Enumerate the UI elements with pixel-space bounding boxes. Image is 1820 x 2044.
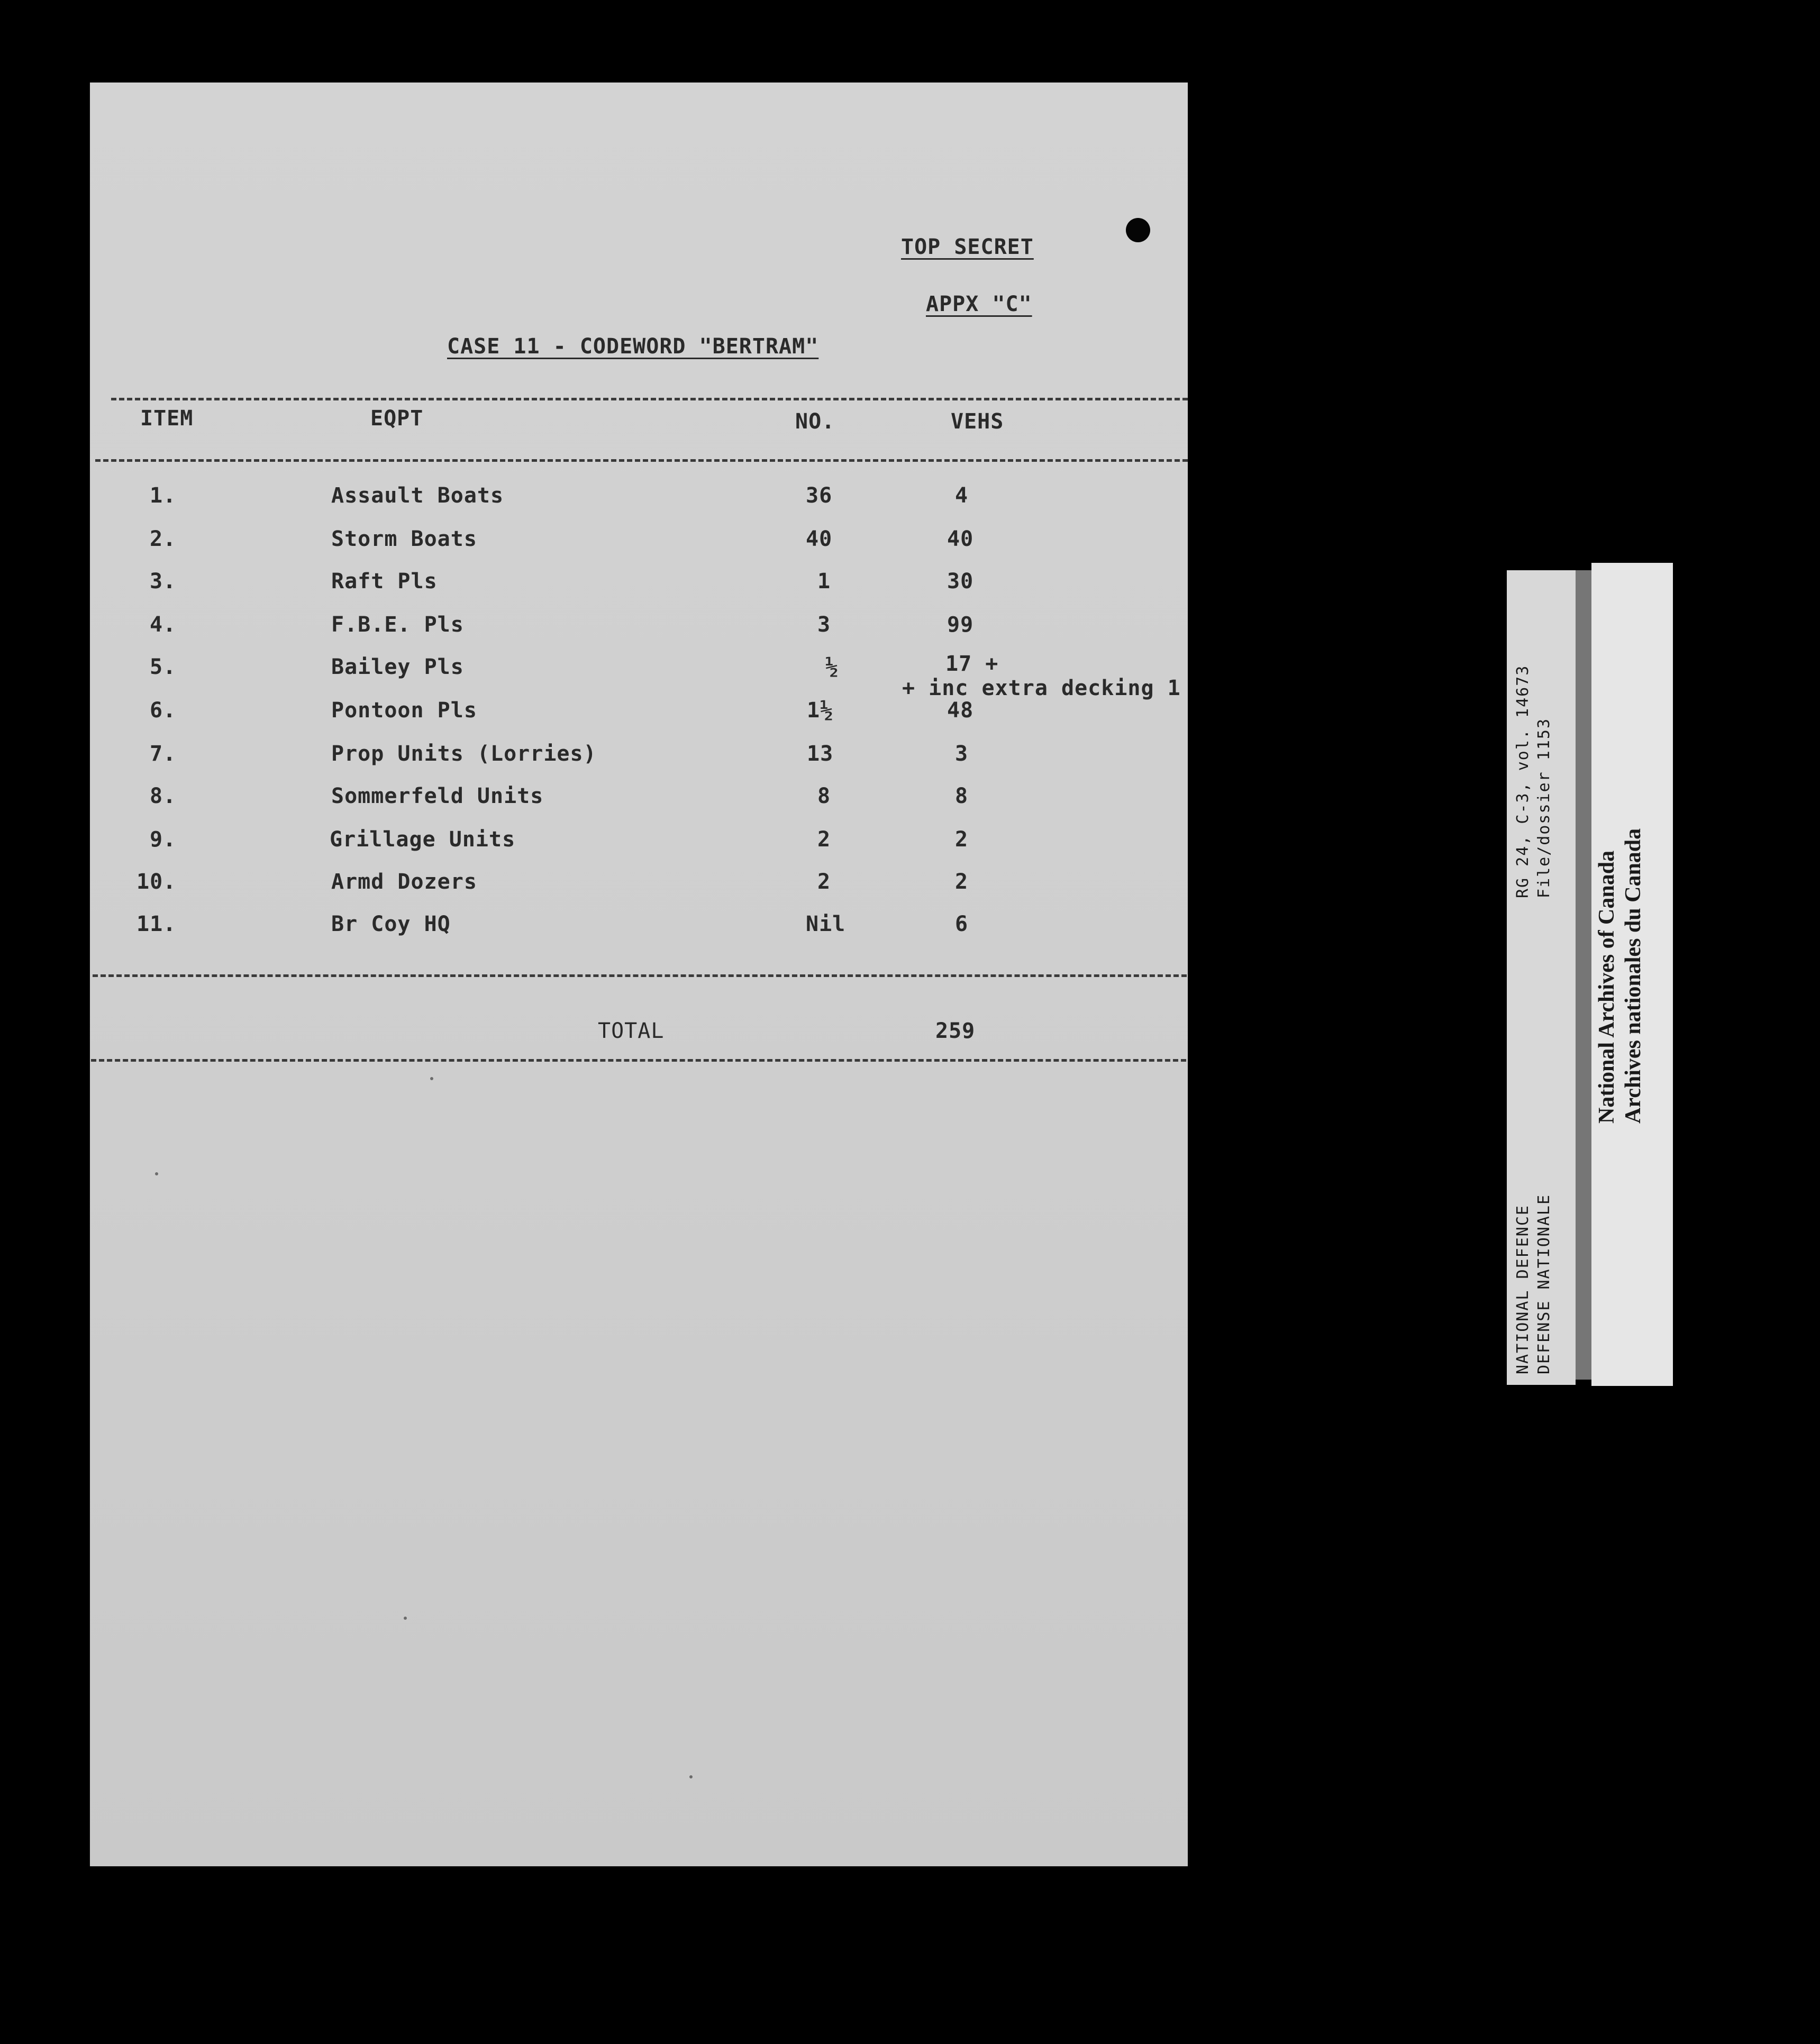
table-top-rule	[111, 398, 1188, 400]
row-vehs: 3	[955, 742, 969, 766]
row-no: 8	[817, 784, 831, 808]
archive-name-strip	[1591, 563, 1673, 1386]
row-vehs: 2	[955, 827, 969, 852]
row-eqpt: Pontoon Pls	[331, 698, 477, 723]
row-item: 1.	[150, 483, 177, 508]
row-no: Nil	[806, 912, 846, 936]
row-vehs: 30	[947, 569, 974, 594]
row-eqpt: Br Coy HQ	[331, 912, 451, 936]
punch-hole	[1126, 218, 1150, 242]
row-eqpt: Sommerfeld Units	[331, 784, 544, 808]
archive-strip-divider	[1576, 570, 1591, 1380]
total-label: TOTAL	[598, 1019, 665, 1043]
paper-speck	[430, 1077, 433, 1080]
row-vehs: 48	[947, 698, 974, 723]
row-item: 9.	[150, 827, 177, 852]
paper-speck	[689, 1775, 693, 1778]
footnote: + inc extra decking 1	[902, 676, 1181, 700]
row-no: 2	[817, 827, 831, 852]
row-item: 7.	[150, 742, 177, 766]
row-no: 13	[807, 742, 834, 766]
row-vehs: 4	[955, 483, 969, 508]
document-title: CASE 11 - CODEWORD "BERTRAM"	[447, 334, 819, 359]
row-vehs: 40	[947, 527, 974, 551]
row-no: 1	[817, 569, 831, 594]
paper-speck	[404, 1617, 407, 1620]
row-item: 3.	[150, 569, 177, 594]
total-value: 259	[935, 1019, 976, 1043]
row-vehs: 99	[947, 613, 974, 637]
archives-line-1: National Archives of Canada	[1595, 850, 1619, 1124]
row-no: 2	[817, 870, 831, 894]
row-eqpt: Assault Boats	[331, 483, 504, 508]
row-eqpt: Bailey Pls	[331, 655, 464, 679]
row-item: 6.	[150, 698, 177, 723]
row-eqpt: Armd Dozers	[331, 870, 477, 894]
row-no: 3	[817, 613, 831, 637]
department-line-1: NATIONAL DEFENCE	[1514, 1204, 1532, 1374]
header-eqpt: EQPT	[370, 406, 424, 431]
row-eqpt: Storm Boats	[331, 527, 477, 551]
row-no: 40	[806, 527, 833, 551]
row-eqpt: F.B.E. Pls	[331, 613, 464, 637]
total-bottom-rule	[91, 1059, 1186, 1062]
row-vehs: 8	[955, 784, 969, 808]
row-no: 36	[806, 483, 833, 508]
row-eqpt: Prop Units (Lorries)	[331, 742, 597, 766]
row-item: 11.	[136, 912, 177, 936]
row-item: 2.	[150, 527, 177, 551]
reference-line-1: RG 24, C-3, vol. 14673	[1514, 664, 1532, 898]
row-item: 8.	[150, 784, 177, 808]
archive-reference-strip	[1507, 570, 1576, 1385]
reference-line-2: File/dossier 1153	[1535, 717, 1553, 898]
header-no: NO.	[795, 409, 835, 434]
row-item: 10.	[136, 870, 177, 894]
row-vehs: 2	[955, 870, 969, 894]
row-vehs: 17 +	[945, 652, 999, 676]
classification-heading: TOP SECRET	[901, 235, 1034, 259]
document-page	[90, 83, 1188, 1866]
row-item: 4.	[150, 613, 177, 637]
department-line-2: DEFENSE NATIONALE	[1535, 1193, 1553, 1374]
row-vehs: 6	[955, 912, 969, 936]
row-eqpt: Raft Pls	[331, 569, 438, 594]
row-eqpt: Grillage Units	[330, 827, 516, 852]
appendix-heading: APPX "C"	[926, 292, 1032, 316]
table-body-bottom-rule	[93, 974, 1187, 977]
row-no: ½	[825, 655, 839, 679]
archives-line-2: Archives nationales du Canada	[1621, 828, 1645, 1124]
row-item: 5.	[150, 655, 177, 679]
header-bottom-rule	[95, 459, 1188, 462]
header-item: ITEM	[140, 406, 194, 431]
row-no: 1½	[807, 698, 834, 723]
header-vehs: VEHS	[951, 409, 1004, 434]
paper-speck	[155, 1172, 158, 1175]
